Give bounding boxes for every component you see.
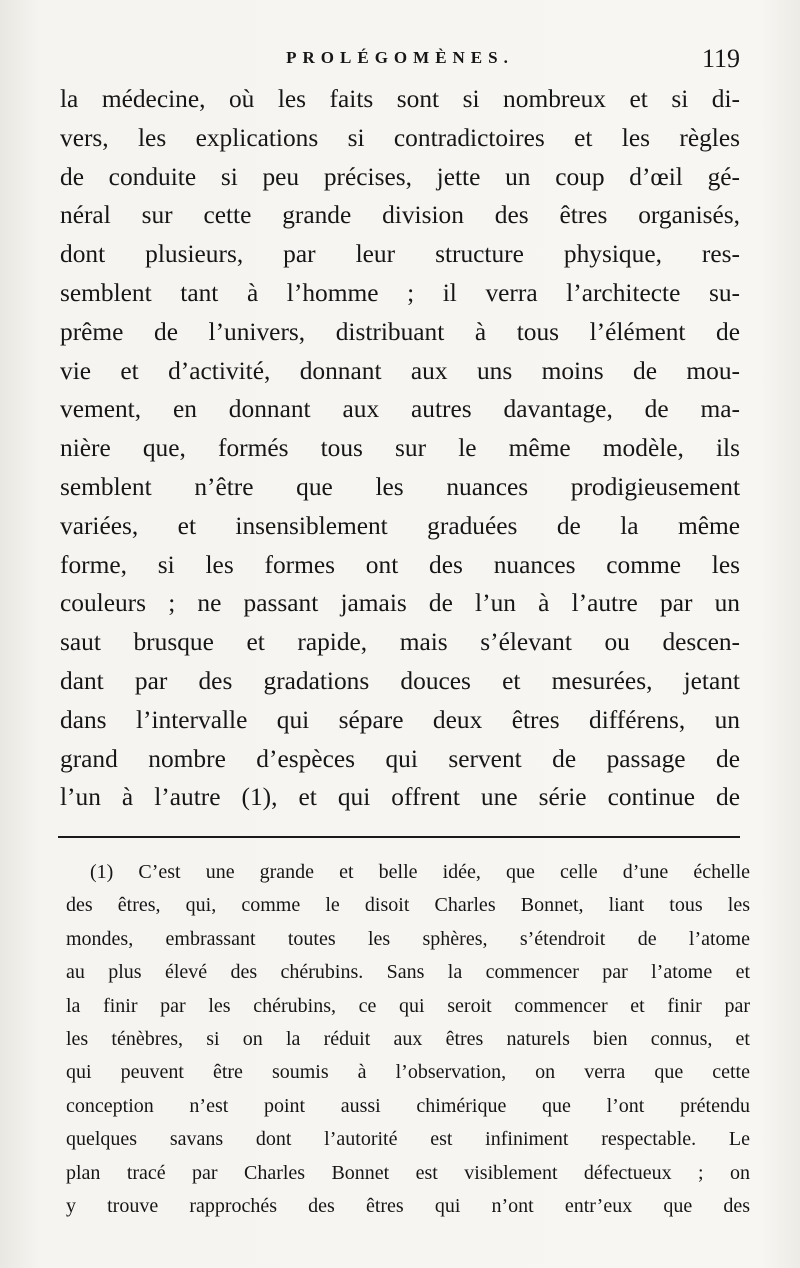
running-title: PROLÉGOMÈNES. [286,48,514,67]
body-line: semblent n’être que les nuances prodigieusement [60,472,740,501]
body-line: variées, et insensiblement graduées de la même [60,511,740,540]
body-line: couleurs ; ne passant jamais de l’un à l’autre par un [60,589,740,618]
footnote-line: au plus élevé des chérubins. Sans la commencer par l’atome et [66,961,750,984]
body-line: semblent tant à l’homme ; il verra l’architecte su- [60,278,740,307]
body-line: néral sur cette grande division des êtres organisés, [60,201,740,230]
footnote-line: y trouve rapprochés des êtres qui n’ont entr’eux que des [66,1194,750,1217]
body-line: vie et d’activité, donnant aux uns moins de mou- [60,356,740,385]
footnote-line: (1) C’est une grande et belle idée, que celle d’une échelle [90,861,750,883]
body-line: dans l’intervalle qui sépare deux êtres différens, un [60,705,740,734]
footnote-line: mondes, embrassant toutes les sphères, s’étendroit de l’atome [66,927,750,950]
footnote-block [66,856,750,1223]
footnote-line: qui peuvent être soumis à l’observation, on verra que cette [66,1061,750,1084]
page-number: 119 [701,44,740,73]
running-head [60,44,740,84]
footnote-line: la finir par les chérubins, ce qui seroit commencer et finir par [66,994,750,1017]
main-text [60,80,740,817]
body-line: de conduite si peu précises, jette un coup d’œil gé- [60,162,740,191]
footnote-line: des êtres, qui, comme le disoit Charles Bonnet, liant tous les [66,894,750,917]
body-line: dont plusieurs, par leur structure physique, res- [60,240,740,269]
body-line: vement, en donnant aux autres davantage, de ma- [60,395,740,424]
body-line: vers, les explications si contradictoires et les règles [60,123,740,152]
body-line: la médecine, où les faits sont si nombreux et si di- [60,85,740,113]
body-line: dant par des gradations douces et mesurées, jetant [60,666,740,695]
footnote-line: plan tracé par Charles Bonnet est visiblement défectueux ; on [66,1161,750,1184]
body-line: prême de l’univers, distribuant à tous l’élément de [60,317,740,346]
body-line: l’un à l’autre (1), et qui offrent une série continue de [60,783,740,812]
footnote-line: les ténèbres, si on la réduit aux êtres naturels bien connus, et [66,1027,750,1050]
body-line: grand nombre d’espèces qui servent de passage de [60,744,740,773]
footnote-divider [58,836,740,838]
body-line: saut brusque et rapide, mais s’élevant ou descen- [60,628,740,657]
footnote-line: quelques savans dont l’autorité est infiniment respectable. Le [66,1128,750,1151]
body-line: nière que, formés tous sur le même modèle, ils [60,434,740,463]
body-line: forme, si les formes ont des nuances comme les [60,550,740,579]
footnote-line: conception n’est point aussi chimérique que l’ont prétendu [66,1094,750,1117]
